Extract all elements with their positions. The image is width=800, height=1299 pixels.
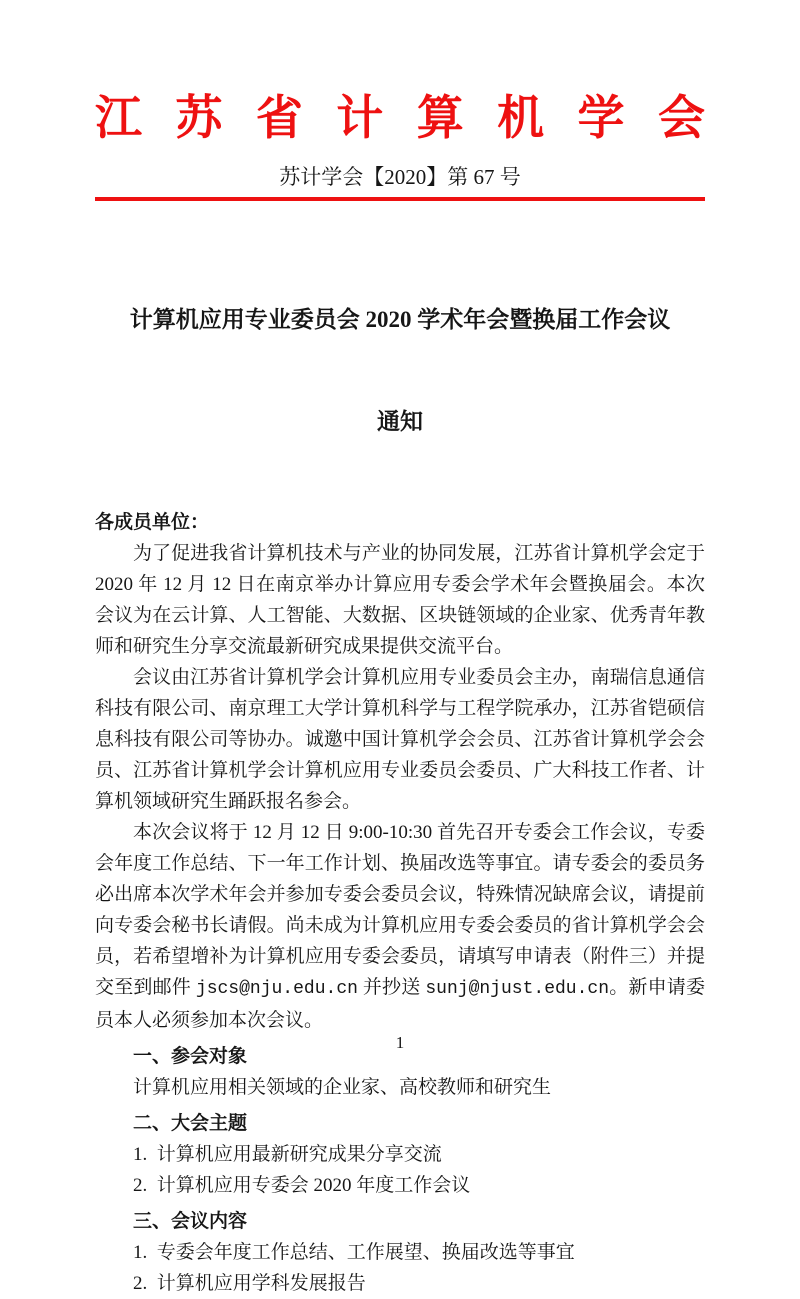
section-2-item-1: 1. 计算机应用最新研究成果分享交流 — [133, 1144, 442, 1165]
notice-title-line1: 计算机应用专业委员会 2020 学术年会暨换届工作会议 — [129, 307, 671, 332]
org-title: 江 苏 省 计 算 机 学 会 — [95, 93, 705, 145]
section-2-heading: 二、大会主题 — [133, 1113, 248, 1134]
paragraph-3-text-b: 并抄送 — [357, 977, 426, 998]
notice-title — [95, 235, 705, 507]
paragraph-3 — [95, 817, 705, 1036]
notice-title-line2: 通知 — [377, 409, 423, 434]
notice-body — [95, 507, 710, 1299]
letterhead — [95, 88, 705, 201]
salutation: 各成员单位： — [95, 512, 210, 533]
paragraph-2: 会议由江苏省计算机学会计算机应用专业委员会主办，南瑞信息通信科技有限公司、南京理工大学计算机科学与工程学院承办，江苏省铠硕信息科技有限公司等协办。诚邀中国计算机学会会员、江苏省计算机学会会员、江苏省计算机学会计算机应用专业委员会委员、广大科技工作者、计算机领域研究生踊跃报名参会。 — [95, 667, 705, 812]
section-3-item-2: 2. 计算机应用学科发展报告 — [133, 1273, 366, 1294]
paragraph-3-text-a: 本次会议将于 12 月 12 日 9:00-10:30 首先召开专委会工作会议，专委会年度工作总结、下一年工作计划、换届改选等事宜。请专委会的委员务必出席本次学术年会并参加专委会委员会议，特殊情况缺席会议，请提前向专委会秘书长请假。尚未成为计算机应用专委会委员的省计算机学会会员，若希望增补为计算机应用专委会委员，请填写申请表（附件三）并提交至到邮件 — [95, 822, 705, 998]
paragraph-1: 为了促进我省计算机技术与产业的协同发展，江苏省计算机学会定于 2020 年 12 月 12 日在南京举办计算应用专委会学术年会暨换届会。本次会议为在云计算、人工智能、大数据、区块链领域的企业家、优秀青年教师和研究生分享交流最新研究成果提供交流平台。 — [95, 543, 710, 657]
section-2-item-2: 2. 计算机应用专委会 2020 年度工作会议 — [133, 1175, 471, 1196]
section-1-item-1: 计算机应用相关领域的企业家、高校教师和研究生 — [133, 1077, 552, 1098]
red-divider-line — [95, 197, 705, 201]
section-3-heading: 三、会议内容 — [133, 1211, 248, 1232]
section-1-heading: 一、参会对象 — [133, 1046, 248, 1067]
doc-number: 苏计学会【2020】第 67 号 — [279, 165, 521, 189]
email-address-primary: jscs@nju.edu.cn — [195, 979, 358, 999]
email-address-cc: sunj@njust.edu.cn — [425, 979, 610, 999]
page-number: 1 — [395, 1033, 405, 1052]
paragraph-3-text-c: 。新申请委员本人必须参加本次会议。 — [95, 977, 705, 1031]
section-3-item-1: 1. 专委会年度工作总结、工作展望、换届改选等事宜 — [133, 1242, 575, 1263]
